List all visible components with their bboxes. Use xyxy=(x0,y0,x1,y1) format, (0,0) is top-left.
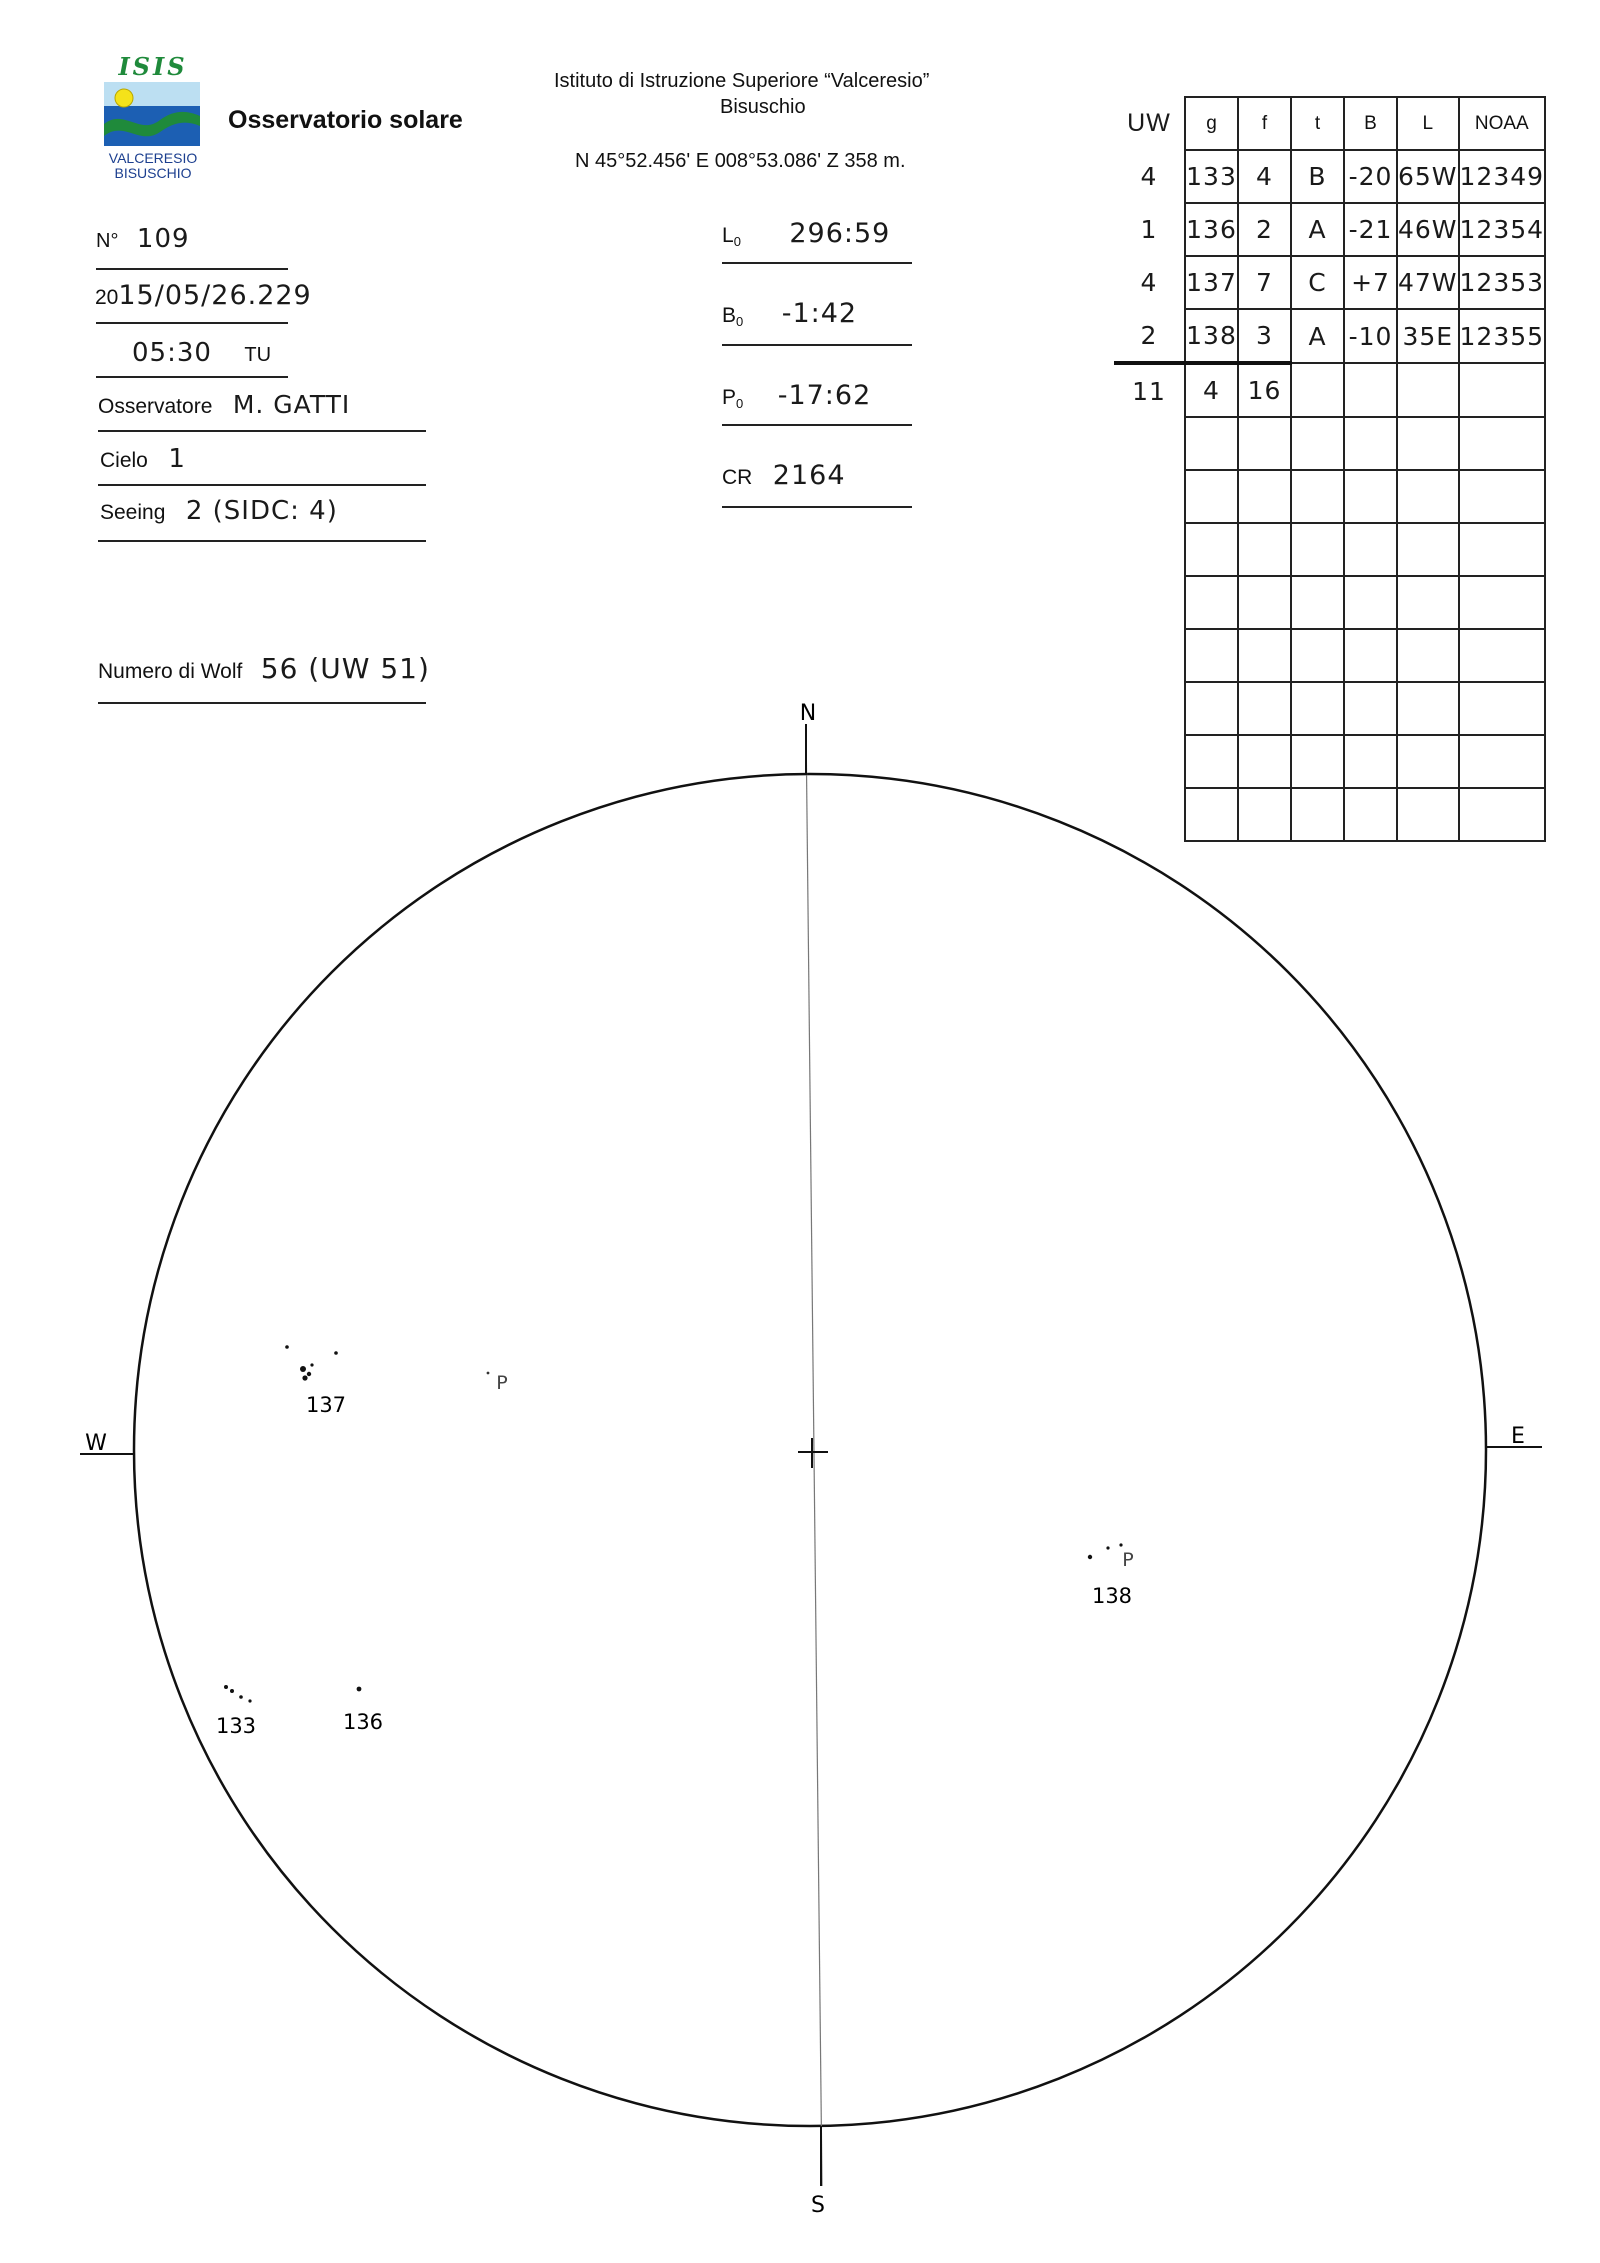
facula-mark: P xyxy=(496,1372,508,1394)
sky-value: 1 xyxy=(168,444,186,474)
header-g: g xyxy=(1185,97,1238,150)
cell-g: 137 xyxy=(1185,256,1238,309)
cr-label: CR xyxy=(722,466,753,489)
observer-value: M. GATTI xyxy=(232,390,351,419)
page-title: Osservatorio solare xyxy=(228,106,463,134)
facula-mark: P xyxy=(1122,1549,1134,1571)
meridian-line xyxy=(806,724,822,2186)
group-label-138: 138 xyxy=(1091,1584,1133,1608)
cell-b: -21 xyxy=(1344,203,1397,256)
cell-f: 2 xyxy=(1238,203,1291,256)
cell-l: 35E xyxy=(1397,309,1459,363)
cell-noaa: 12353 xyxy=(1459,256,1546,309)
east-label: E xyxy=(1511,1424,1525,1449)
l0-field: $L_0$ 296:59 xyxy=(722,218,891,250)
l0-value: 296:59 xyxy=(789,218,891,249)
sky-label: Cielo xyxy=(100,449,148,472)
header-noaa: NOAA xyxy=(1459,97,1546,150)
sunspot xyxy=(357,1687,362,1692)
total-f: 16 xyxy=(1238,363,1291,417)
p0-label: P xyxy=(722,386,737,409)
l0-label: L xyxy=(722,224,734,247)
time-unit: TU xyxy=(244,344,272,366)
sunspot xyxy=(487,1372,490,1375)
cell-noaa: 12355 xyxy=(1459,309,1546,363)
sunspot xyxy=(248,1699,251,1702)
logo-line1: VALCERESIO xyxy=(108,150,198,166)
sunspot xyxy=(239,1695,243,1699)
header-t: t xyxy=(1291,97,1344,150)
header-b: B xyxy=(1344,97,1397,150)
north-label: N xyxy=(799,701,817,726)
cell-f: 3 xyxy=(1238,309,1291,363)
solar-disk-outline xyxy=(134,774,1486,2126)
group-label-136: 136 xyxy=(342,1710,384,1734)
sunspot xyxy=(300,1366,306,1372)
logo-wordmark: ISIS xyxy=(118,52,188,81)
cell-uw: 4 xyxy=(1140,268,1158,297)
cell-l: 46W xyxy=(1397,203,1459,256)
cell-b: +7 xyxy=(1344,256,1397,309)
b0-field: $B_0$ -1:42 xyxy=(722,298,858,330)
p0-value: -17:62 xyxy=(777,380,872,411)
header-uw: UW xyxy=(1127,109,1171,137)
cell-l: 47W xyxy=(1397,256,1459,309)
sunspot xyxy=(310,1363,313,1366)
sunspot xyxy=(285,1345,289,1349)
cell-t: A xyxy=(1291,203,1344,256)
west-label: W xyxy=(85,1431,107,1456)
cell-noaa: 12349 xyxy=(1459,150,1546,203)
time-value: 05:30 xyxy=(132,338,212,368)
header-f: f xyxy=(1238,97,1291,150)
sunspot xyxy=(302,1375,307,1380)
number-value: 109 xyxy=(136,224,190,254)
total-g: 4 xyxy=(1185,363,1238,417)
number-label: N° xyxy=(96,230,119,252)
sunspot xyxy=(224,1685,228,1689)
cell-g: 138 xyxy=(1185,309,1238,363)
group-label-137: 137 xyxy=(305,1393,347,1417)
cell-uw: 4 xyxy=(1140,162,1158,191)
cell-g: 136 xyxy=(1185,203,1238,256)
b0-value: -1:42 xyxy=(781,298,858,329)
cell-b: -20 xyxy=(1344,150,1397,203)
header-l: L xyxy=(1397,97,1459,150)
cell-noaa: 12354 xyxy=(1459,203,1546,256)
wolf-label: Numero di Wolf xyxy=(98,660,243,683)
institute-town: Bisuschio xyxy=(720,96,806,118)
institute-name: Istituto di Istruzione Superiore “Valceresio” xyxy=(554,70,930,92)
seeing-value: 2 (SIDC: 4) xyxy=(185,496,338,526)
date-value: 15/05/26.229 xyxy=(118,280,312,311)
seeing-label: Seeing xyxy=(100,501,166,524)
cell-uw: 2 xyxy=(1140,320,1158,350)
south-label: S xyxy=(811,2193,825,2218)
sunspot xyxy=(334,1351,338,1355)
observatory-coordinates: N 45°52.456' E 008°53.086' Z 358 m. xyxy=(575,150,906,172)
wolf-value: 56 (UW 51) xyxy=(260,652,430,685)
p0-field: $P_0$ -17:62 xyxy=(722,380,872,412)
cell-l: 65W xyxy=(1397,150,1459,203)
cell-uw: 1 xyxy=(1140,215,1158,244)
cell-f: 7 xyxy=(1238,256,1291,309)
sunspot xyxy=(307,1372,311,1376)
sunspot xyxy=(1106,1546,1109,1549)
observer-label: Osservatore xyxy=(98,395,213,418)
cell-t: C xyxy=(1291,256,1344,309)
sunspot xyxy=(230,1689,234,1693)
cell-g: 133 xyxy=(1185,150,1238,203)
cell-t: A xyxy=(1291,309,1344,363)
sunspot xyxy=(1119,1543,1122,1546)
cell-f: 4 xyxy=(1238,150,1291,203)
sunspot xyxy=(1088,1555,1092,1559)
group-label-133: 133 xyxy=(215,1714,257,1738)
cr-value: 2164 xyxy=(772,460,846,491)
b0-label: B xyxy=(722,304,737,327)
total-uw: 11 xyxy=(1114,363,1185,417)
logo-line2: BISUSCHIO xyxy=(114,165,192,181)
date-prefix: 20 xyxy=(95,286,119,309)
cell-b: -10 xyxy=(1344,309,1397,363)
cell-t: B xyxy=(1291,150,1344,203)
